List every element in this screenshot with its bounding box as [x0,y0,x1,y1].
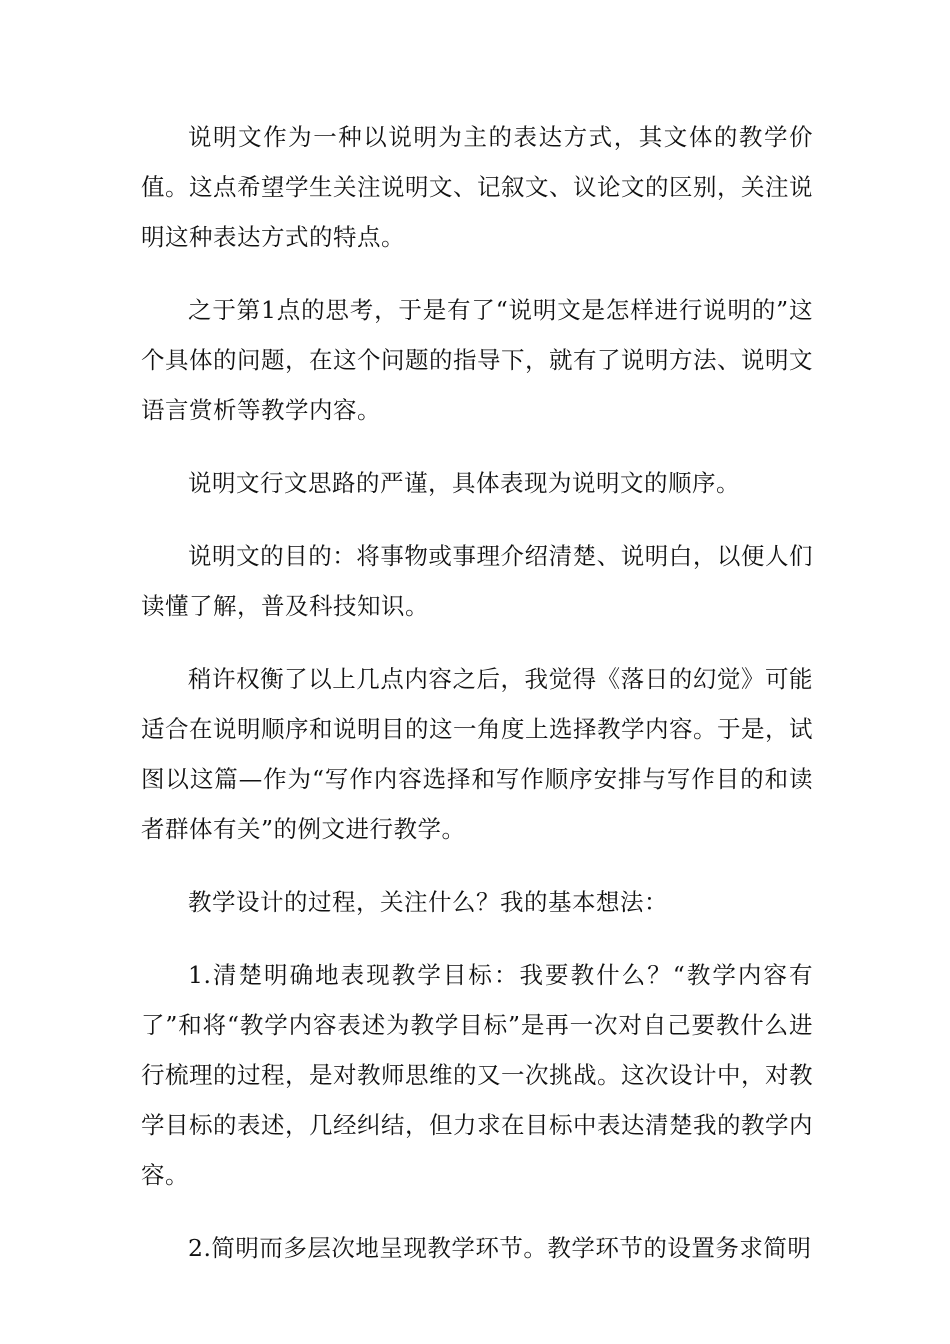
paragraph-4: 说明文的目的：将事物或事理介绍清楚、说明白，以便人们读懂了解，普及科技知识。 [141,542,813,620]
paragraph-8: 2.简明而多层次地呈现教学环节。教学环节的设置务求简明 [188,1234,812,1262]
paragraph-5: 稍许权衡了以上几点内容之后，我觉得《落日的幻觉》可能适合在说明顺序和说明目的这一角度上选择教学内容。于是，试图以这篇—作为“写作内容选择和写作顺序安排与写作目的和读者群体有关”的例文进行教学。 [141,665,813,843]
paragraph-3: 说明文行文思路的严谨，具体表现为说明文的顺序。 [188,469,740,497]
paragraph-2: 之于第1点的思考，于是有了“说明文是怎样进行说明的”这个具体的问题，在这个问题的指导下，就有了说明方法、说明文语言赏析等教学内容。 [141,296,813,424]
paragraph-7: 1.清楚明确地表现教学目标：我要教什么？“教学内容有了”和将“教学内容表述为教学目标”是再一次对自己要教什么进行梳理的过程，是对教师思维的又一次挑战。这次设计中，对教学目标的表述，几经纠结，但力求在目标中表达清楚我的教学内容。 [141,961,813,1189]
paragraph-6: 教学设计的过程，关注什么？我的基本想法： [188,888,668,916]
paragraph-1: 说明文作为一种以说明为主的表达方式，其文体的教学价值。这点希望学生关注说明文、记叙文、议论文的区别，关注说明这种表达方式的特点。 [141,123,813,251]
document-body [141,112,813,1296]
